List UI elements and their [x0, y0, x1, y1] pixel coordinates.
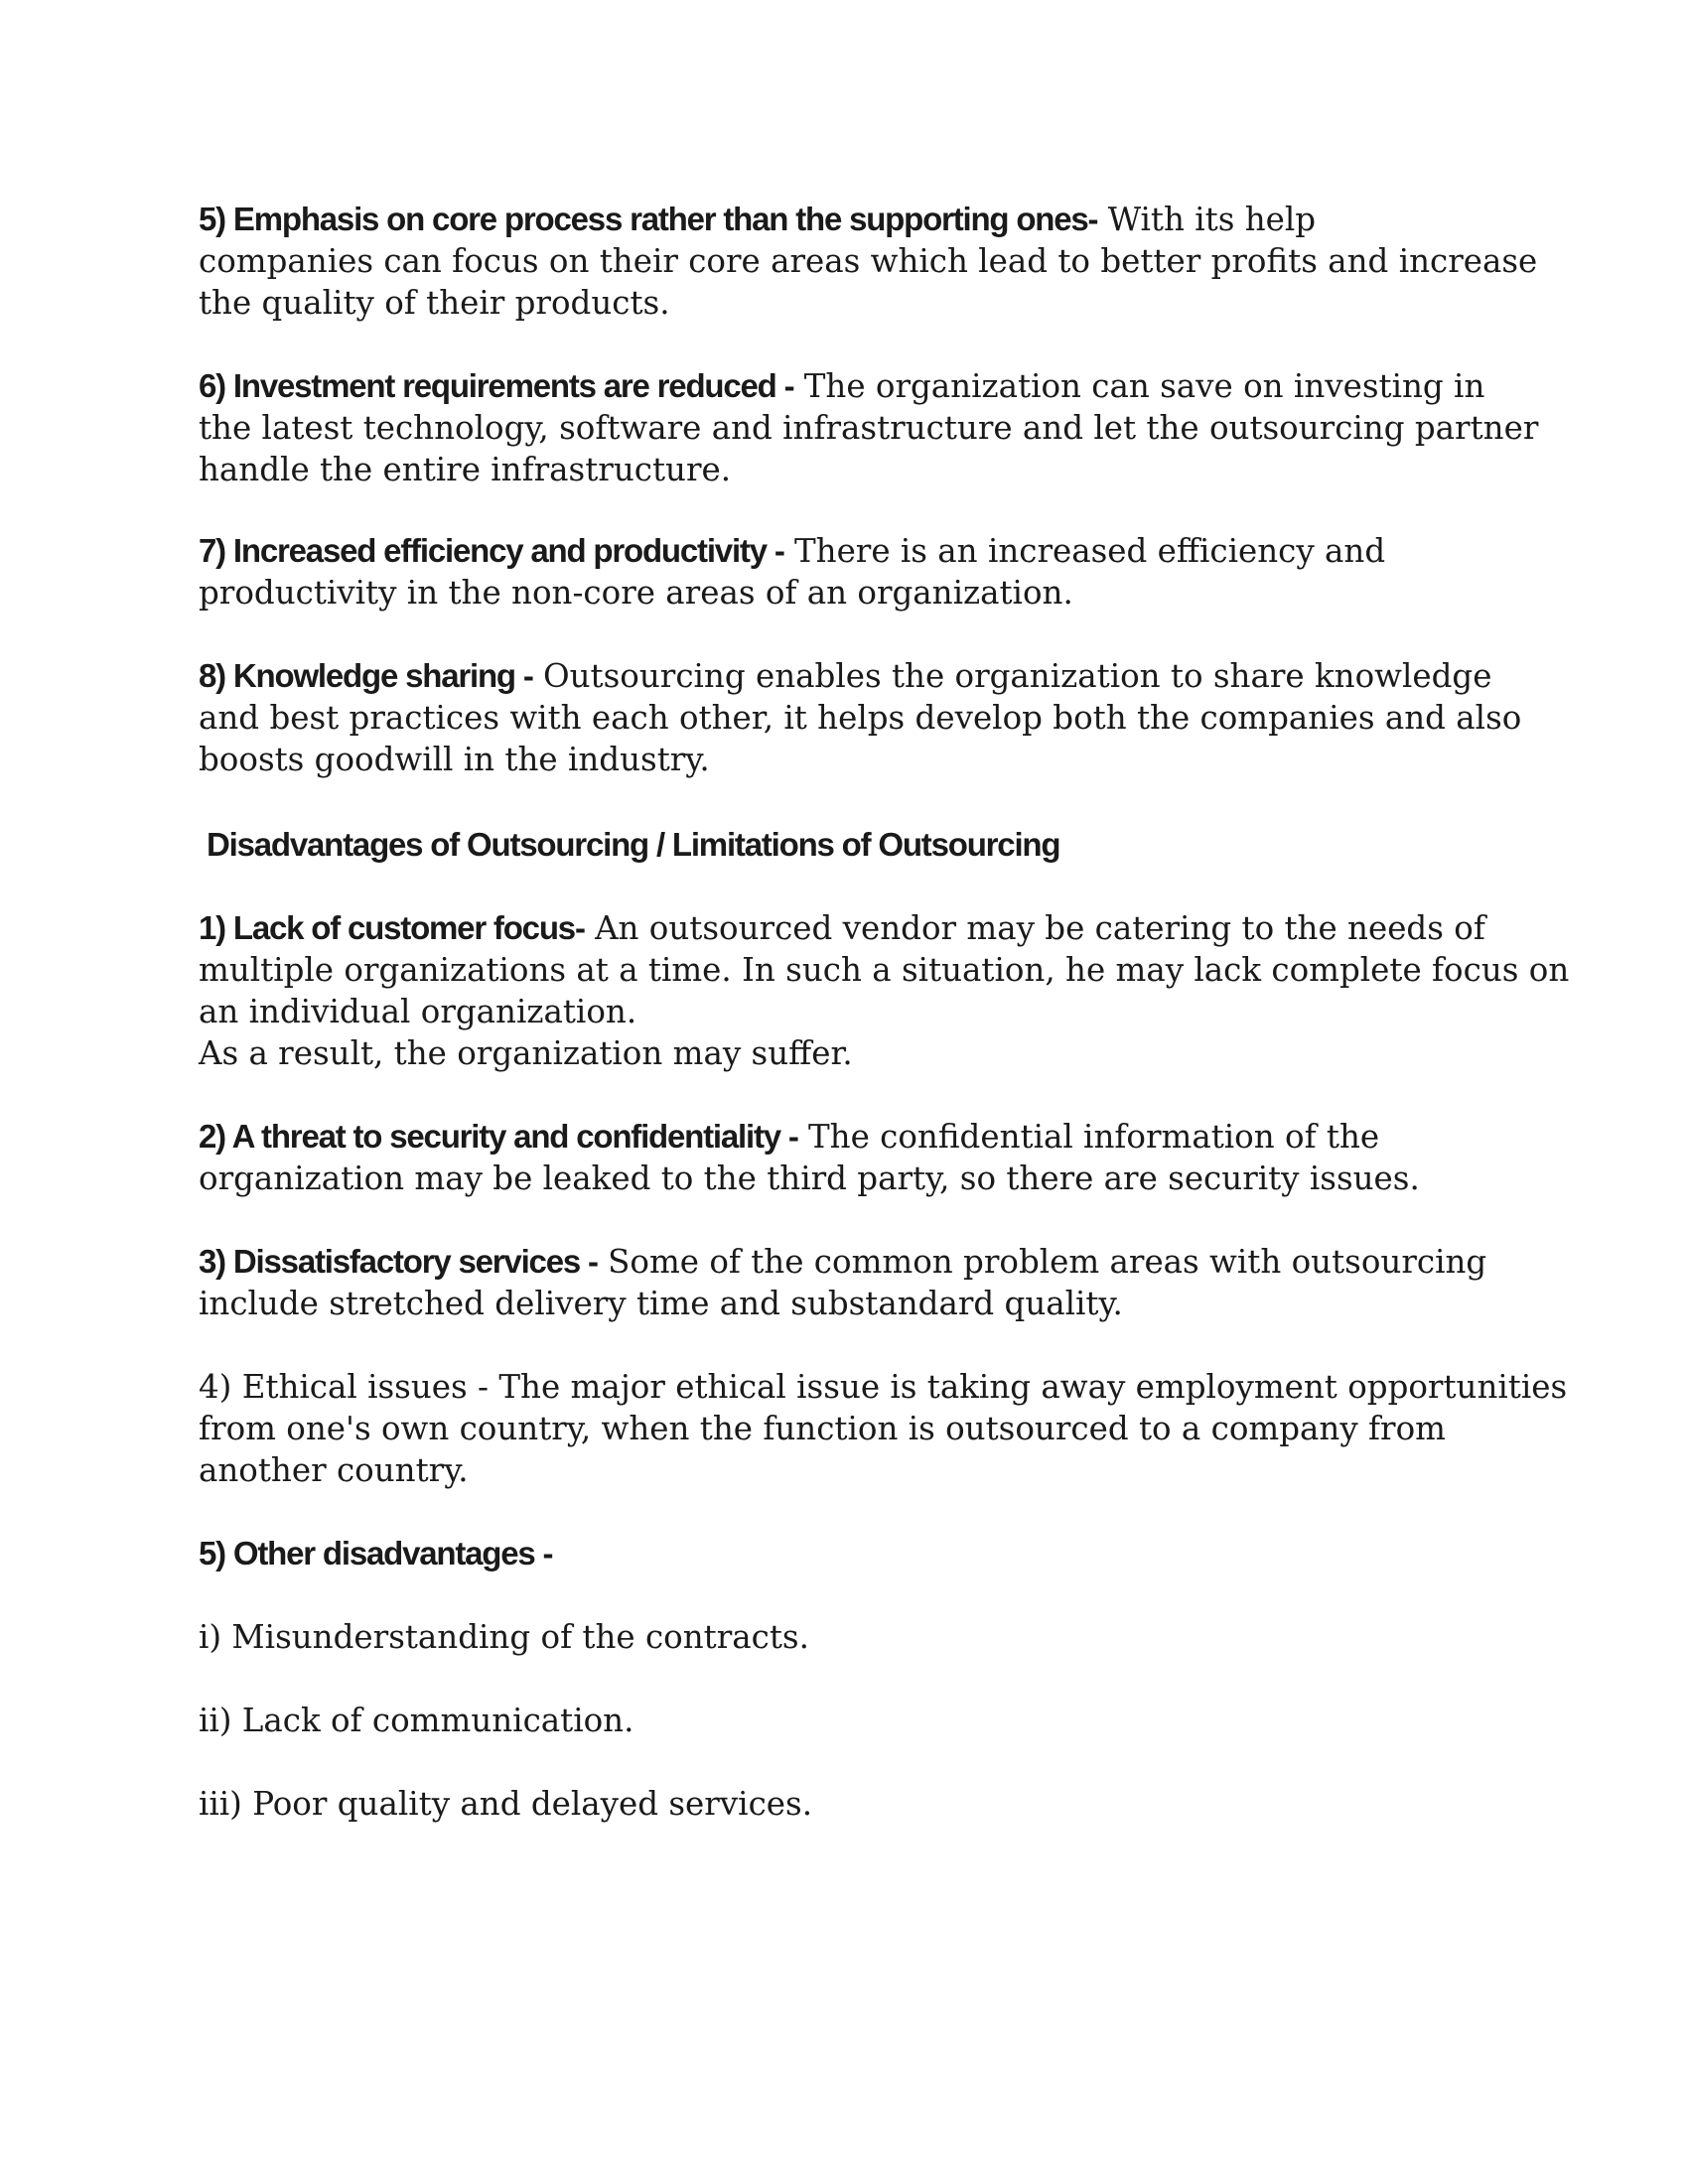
- disadvantage-1-text-line-2: multiple organizations at a time. In such a situation, he may lack complete focus on: [199, 951, 1570, 989]
- advantage-item-5: [199, 199, 1538, 324]
- advantage-6-text-line-1: The organization can save on investing in: [793, 367, 1485, 405]
- other-item-3-text: iii) Poor quality and delayed services.: [199, 1785, 813, 1823]
- disadvantage-4-text-line-1: 4) Ethical issues - The major ethical issue is taking away employment opportunities: [199, 1368, 1568, 1406]
- advantage-7-text-line-2: productivity in the non-core areas of an organization.: [199, 574, 1073, 612]
- advantage-7-text-line-1: There is an increased efficiency and: [783, 532, 1386, 570]
- disadvantage-item-1: [199, 907, 1570, 1074]
- other-item-2-text: ii) Lack of communication.: [199, 1702, 634, 1739]
- disadvantage-4-text-line-3: another country.: [199, 1451, 469, 1489]
- advantage-5-text-line-1: With its help: [1097, 201, 1317, 238]
- disadvantage-3-text-line-1: Some of the common problem areas with outsourcing: [597, 1243, 1487, 1281]
- advantage-item-6: [199, 365, 1539, 490]
- disadvantages-heading: Disadvantages of Outsourcing / Limitations of Outsourcing: [207, 826, 1060, 863]
- advantage-6-text-line-2: the latest technology, software and infrastructure and let the outsourcing partner: [199, 409, 1539, 447]
- advantage-5-text-line-3: the quality of their products.: [199, 284, 670, 322]
- disadvantage-3-title: 3) Dissatisfactory services -: [199, 1243, 598, 1280]
- disadvantage-4-text-line-2: from one's own country, when the function is outsourced to a company from: [199, 1410, 1446, 1447]
- disadvantage-item-3: [199, 1241, 1509, 1324]
- other-disadvantages-title: 5) Other disadvantages -: [199, 1535, 553, 1571]
- advantage-8-title: 8) Knowledge sharing -: [199, 657, 533, 694]
- advantage-8-text-line-2: and best practices with each other, it helps develop both the companies and also: [199, 699, 1522, 737]
- disadvantage-2-title: 2) A threat to security and confidentiality -: [199, 1118, 798, 1155]
- advantage-8-text-line-3: boosts goodwill in the industry.: [199, 741, 710, 778]
- disadvantage-item-4: [199, 1366, 1568, 1491]
- disadvantage-1-text-line-3: an individual organization.: [199, 993, 637, 1030]
- advantage-5-text-line-2: companies can focus on their core areas which lead to better profits and increase: [199, 242, 1538, 280]
- other-item-1: [199, 1616, 1509, 1658]
- advantage-item-8: [199, 655, 1522, 780]
- other-item-3: [199, 1783, 1509, 1825]
- advantage-7-title: 7) Increased efficiency and productivity -: [199, 532, 784, 569]
- advantage-item-7: [199, 530, 1509, 614]
- disadvantage-2-text-line-1: The confidential information of the: [797, 1118, 1380, 1156]
- disadvantage-2-text-line-2: organization may be leaked to the third party, so there are security issues.: [199, 1160, 1420, 1197]
- other-item-1-text: i) Misunderstanding of the contracts.: [199, 1618, 809, 1656]
- advantage-6-text-line-3: handle the entire infrastructure.: [199, 451, 732, 488]
- advantage-6-title: 6) Investment requirements are reduced -: [199, 367, 794, 404]
- disadvantage-1-text-line-1: An outsourced vendor may be catering to the needs of: [584, 909, 1485, 947]
- other-item-2: [199, 1700, 1509, 1741]
- disadvantage-1-title: 1) Lack of customer focus-: [199, 909, 585, 946]
- advantage-5-title: 5) Emphasis on core process rather than the supporting ones-: [199, 201, 1098, 237]
- advantage-8-text-line-1: Outsourcing enables the organization to share knowledge: [532, 657, 1492, 695]
- disadvantage-3-text-line-2: include stretched delivery time and substandard quality.: [199, 1285, 1123, 1322]
- disadvantage-1-text-line-4: As a result, the organization may suffer.: [199, 1034, 853, 1072]
- document-page: [199, 199, 1570, 1866]
- disadvantage-item-2: [199, 1116, 1509, 1199]
- other-disadvantages-item: [199, 1533, 1509, 1574]
